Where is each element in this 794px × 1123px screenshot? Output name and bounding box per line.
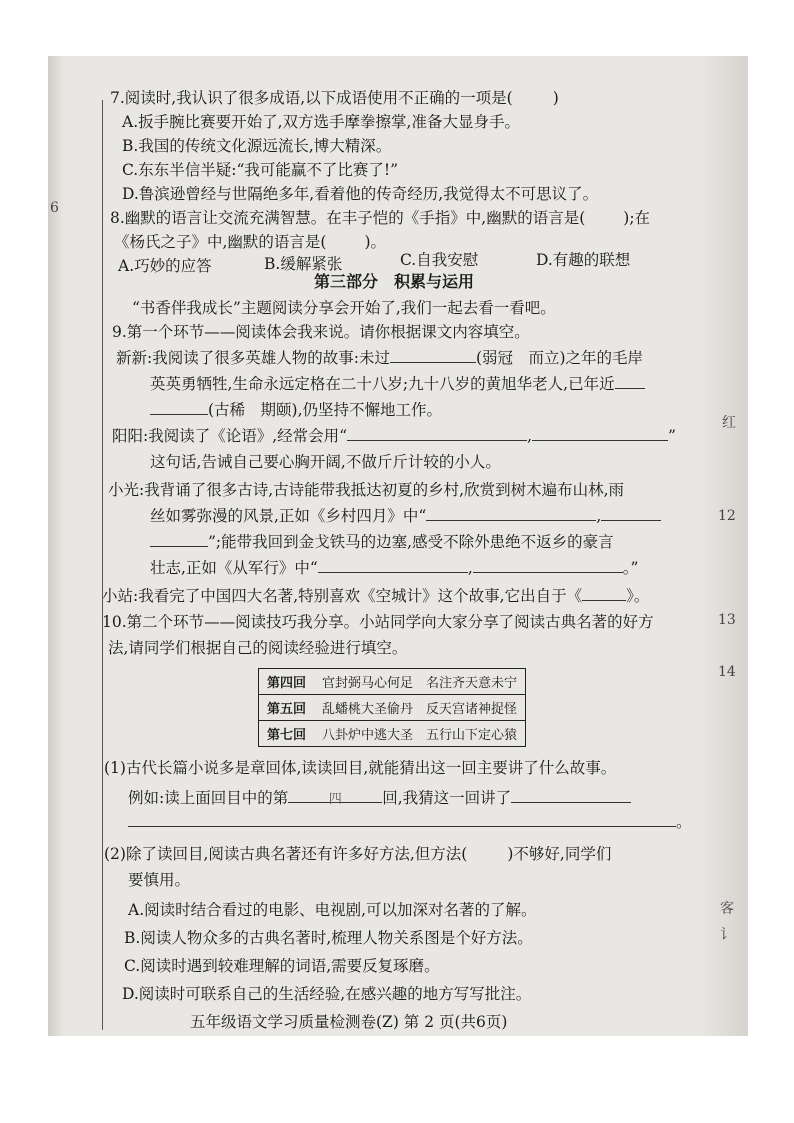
right-margin-mark-6: 讠	[720, 927, 734, 943]
q7-option-c: C.东东半信半疑:“我可能赢不了比赛了!”	[122, 161, 399, 179]
q9-xiaoguang-blank-3[interactable]	[318, 558, 468, 573]
q9-xiaozhan-line1: 小站:我看完了中国四大名著,特别喜欢《空城计》这个故事,它出自于《 》。	[102, 587, 650, 605]
q10-option-d: D.阅读时可联系自己的生活经验,在感兴趣的地方写写批注。	[122, 985, 532, 1003]
q7-option-b: B.我国的传统文化源远流长,博大精深。	[122, 137, 392, 155]
q7-answer-blank[interactable]	[513, 89, 553, 103]
q8-option-a: A.巧妙的应答	[118, 257, 212, 275]
q8-answer-blank-1[interactable]	[585, 209, 623, 223]
q10-option-c: C.阅读时遇到较难理解的词语,需要反复琢磨。	[124, 957, 440, 975]
q10-part1-blank-2b[interactable]	[128, 812, 676, 827]
chapter-number: 第四回	[259, 669, 315, 695]
q9-xiaoguang-line1: 小光:我背诵了很多古诗,古诗能带我抵达初夏的乡村,欣赏到树木遍布山林,雨	[108, 481, 625, 499]
q9-xiaoguang-blank-4[interactable]	[473, 558, 623, 573]
q9-xiaoguang-blank-2a[interactable]	[601, 506, 661, 521]
page-footer: 五年级语文学习质量检测卷(Z) 第 2 页(共6页)	[190, 1013, 508, 1031]
table-row	[259, 669, 526, 695]
q10-part1-line3: 。	[128, 812, 692, 832]
q9-yangyang-line2: 这句话,告诫自己要心胸开阔,不做斤斤计较的小人。	[150, 453, 501, 471]
q9-stem: 9.第一个环节——阅读体会我来说。请你根据课文内容填空。	[112, 323, 530, 341]
q8-option-d: D.有趣的联想	[536, 251, 631, 269]
q9-xiaozhan-blank[interactable]	[582, 586, 626, 601]
right-margin-mark-1: 红	[722, 415, 736, 431]
chapter-title: 八卦炉中逃大圣 五行山下定心猿	[314, 721, 526, 747]
right-margin-mark-5: 客	[720, 901, 734, 917]
q7-option-a: A.扳手腕比赛要开始了,双方选手摩拳擦掌,准备大显身手。	[122, 113, 520, 131]
q9-xiaoguang-line2: 丝如雾弥漫的风景,正如《乡村四月》中“ ,	[150, 506, 661, 526]
part3-title: 第三部分 积累与运用	[314, 272, 475, 291]
q10-stem-line2: 法,请同学们根据自己的阅读经验进行填空。	[108, 639, 408, 657]
q8-line2: 《杨氏之子》中,幽默的语言是( )。	[114, 233, 387, 251]
q9-yangyang-blank-1[interactable]	[347, 426, 527, 441]
q9-yangyang-blank-2[interactable]	[532, 426, 668, 441]
q9-xinxin-blank-2b[interactable]	[150, 400, 208, 415]
chapter-titles-table	[258, 668, 526, 747]
q10-part2-answer-blank[interactable]	[467, 845, 507, 859]
q9-xiaoguang-blank-2b[interactable]	[150, 532, 208, 547]
chapter-number: 第七回	[259, 721, 315, 747]
q10-part2-line2: 要慎用。	[128, 871, 191, 889]
q10-option-a: A.阅读时结合看过的电影、电视剧,可以加深对名著的了解。	[128, 901, 537, 919]
right-margin-mark-4: 14	[718, 664, 736, 680]
q9-xinxin-line2: 英英勇牺牲,生命永远定格在二十八岁;九十八岁的黄旭华老人,已年近	[150, 374, 645, 394]
q10-part2-line1: (2)除了读回目,阅读古典名著还有许多好方法,但方法( )不够好,同学们	[104, 845, 612, 863]
chapter-title: 官封弼马心何足 名注齐天意未宁	[314, 669, 526, 695]
q7-option-d: D.鲁滨逊曾经与世隔绝多年,看着他的传奇经历,我觉得太不可思议了。	[122, 185, 599, 203]
q8-option-b: B.缓解紧张	[264, 255, 343, 273]
q10-part1-blank-1[interactable]	[288, 788, 382, 807]
q10-part1-line2: 例如:读上面回目中的第 四 回,我猜这一回讲了	[128, 788, 631, 808]
table-row	[259, 721, 526, 747]
q7-stem: 7.阅读时,我认识了很多成语,以下成语使用不正确的一项是( )	[110, 89, 559, 107]
q10-part1-blank-2a[interactable]	[511, 788, 631, 803]
q10-option-b: B.阅读人物众多的古典名著时,梳理人物关系图是个好方法。	[124, 929, 533, 947]
left-margin-mark: 6	[50, 200, 59, 216]
q9-xiaoguang-line3: ”;能带我回到金戈铁马的边塞,感受不除外患绝不返乡的豪言	[150, 532, 614, 552]
q9-xinxin-blank-1[interactable]	[390, 348, 476, 363]
q9-xinxin-line3: (古稀 期颐),仍坚持不懈地工作。	[150, 400, 442, 420]
right-margin-mark-2: 12	[718, 508, 736, 524]
chapter-number: 第五回	[259, 695, 315, 721]
q8-answer-blank-2[interactable]	[326, 233, 364, 247]
handwritten-answer: 四	[328, 792, 342, 807]
q9-xinxin-line1: 新新:我阅读了很多英雄人物的故事:未过 (弱冠 而立)之年的毛岸	[116, 349, 644, 367]
right-margin-mark-3: 13	[718, 612, 736, 628]
binding-margin-line	[102, 100, 103, 1030]
q9-xinxin-blank-2a[interactable]	[615, 374, 645, 389]
q9-yangyang-line1: 阳阳:我阅读了《论语》,经常会用“ , ”	[112, 427, 676, 445]
q8-line1: 8.幽默的语言让交流充满智慧。在丰子恺的《手指》中,幽默的语言是( );在	[110, 209, 651, 227]
q10-stem-line1: 10.第二个环节——阅读技巧我分享。小站同学向大家分享了阅读古典名著的好方	[102, 613, 654, 631]
q9-xiaoguang-line4: 壮志,正如《从军行》中“ , 。”	[150, 559, 639, 577]
q10-part1-line1: (1)古代长篇小说多是章回体,读读回目,就能猜出这一回主要讲了什么故事。	[104, 759, 617, 777]
page-right-edge	[700, 56, 748, 1036]
q8-option-c: C.自我安慰	[400, 251, 479, 269]
q9-xiaoguang-blank-1[interactable]	[426, 506, 596, 521]
table-row	[259, 695, 526, 721]
chapter-title: 乱蟠桃大圣偷丹 反天宫诸神捉怪	[314, 695, 526, 721]
intro-text: “书香伴我成长”主题阅读分享会开始了,我们一起去看一看吧。	[132, 299, 556, 317]
